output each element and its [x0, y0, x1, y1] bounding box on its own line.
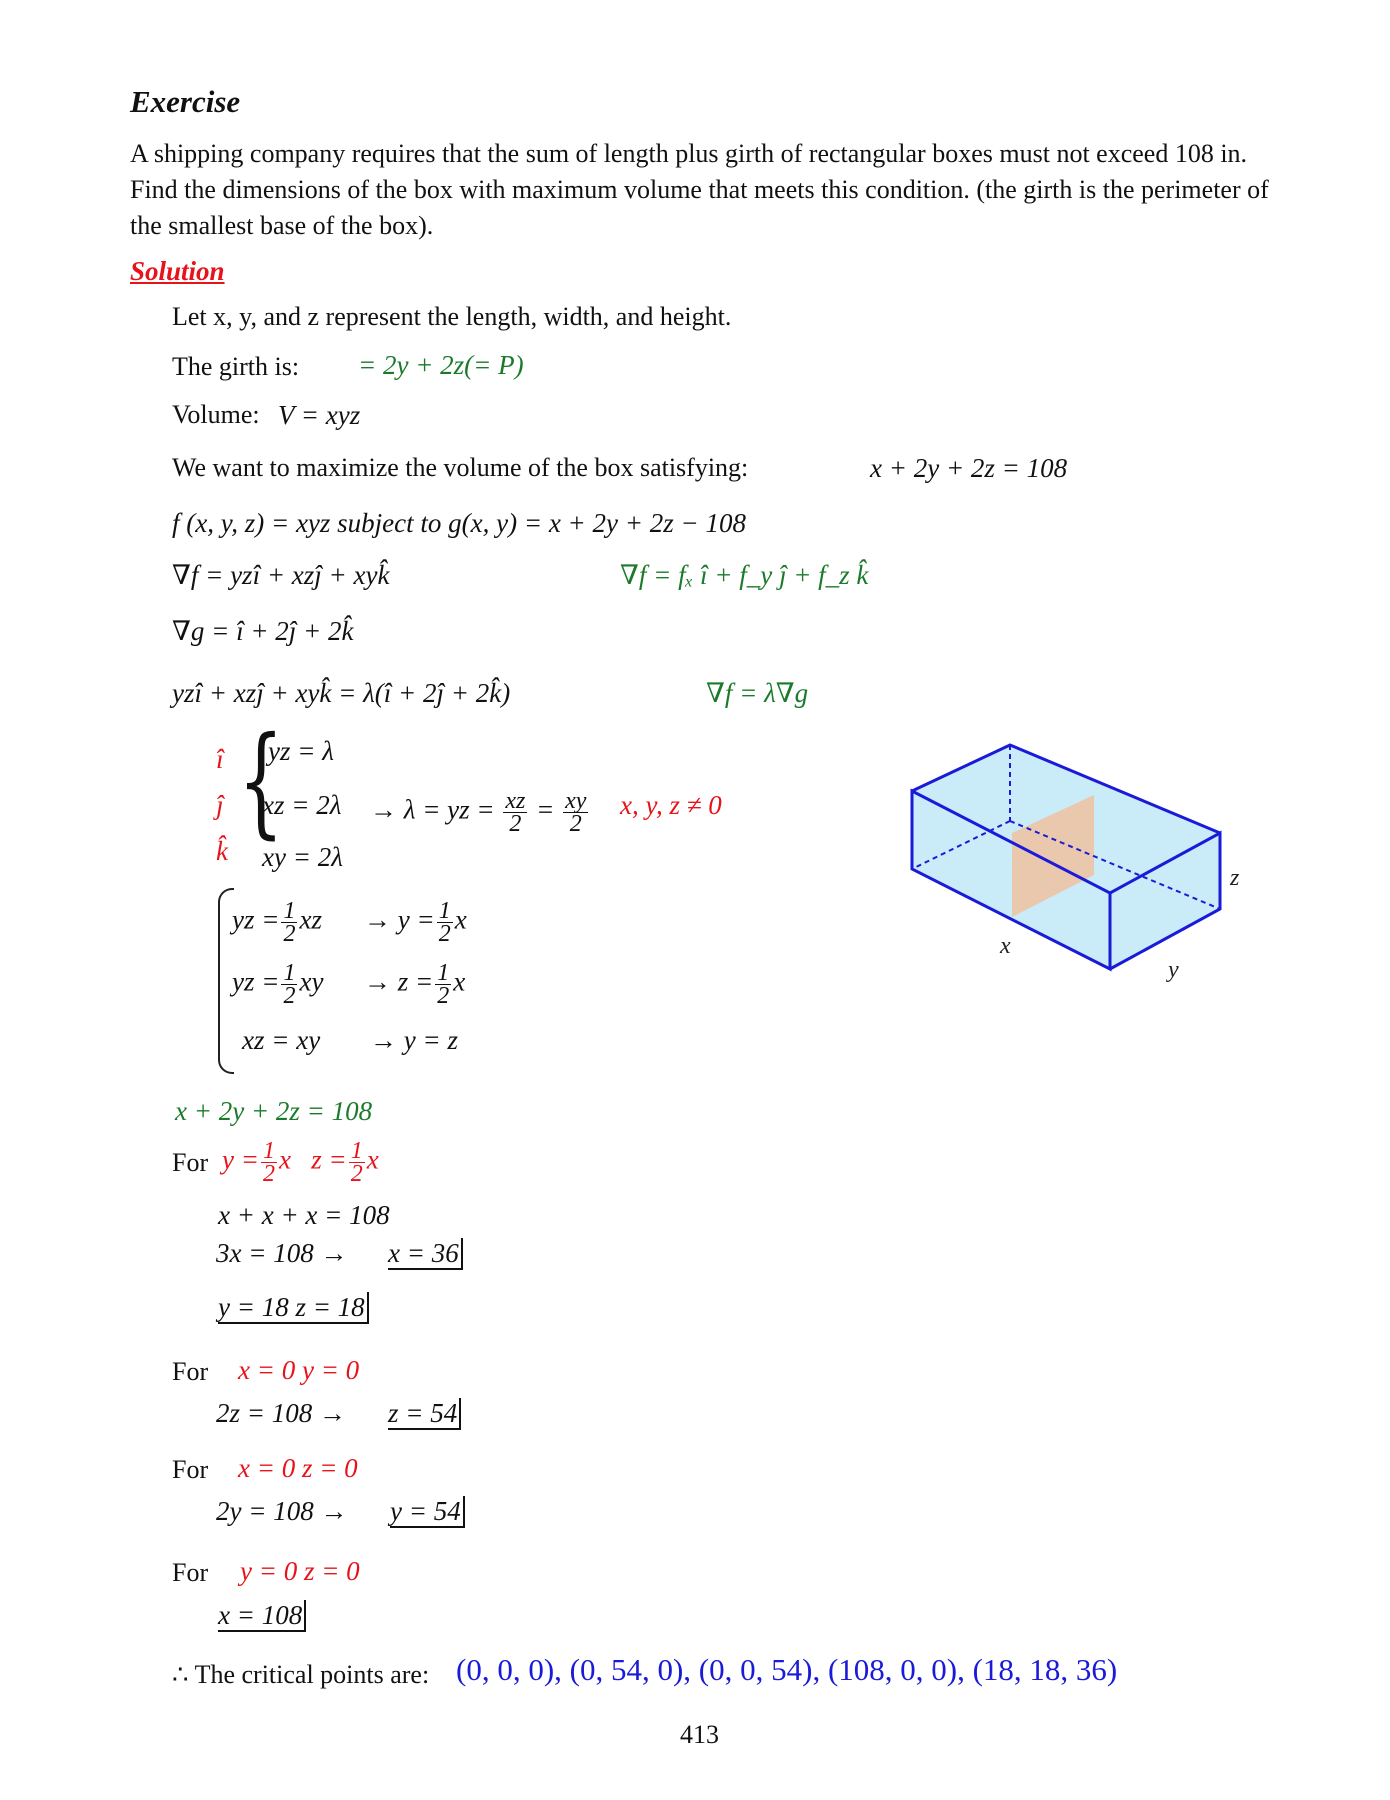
equation-j: xz = 2λ — [262, 790, 342, 820]
case2-condition: x = 0 y = 0 — [238, 1355, 360, 1385]
case1-condition: y = $\frac{1}{2}$ x z = $\frac{1}{2}$ x — [222, 1138, 379, 1187]
maximize-line: We want to maximize the volume of the box satisfying: — [172, 453, 749, 482]
volume-expression: V = xyz — [278, 400, 361, 430]
case3-condition: x = 0 z = 0 — [238, 1453, 358, 1483]
case4-result: x = 108 — [218, 1600, 306, 1631]
objective-line: f (x, y, z) = xyz subject to g(x, y) = x + 2y + 2z − 108 — [172, 508, 746, 538]
z-dimension-label: z — [1230, 865, 1240, 891]
let-line: Let x, y, and z represent the length, width, and height. — [172, 302, 732, 331]
lambda-prefix: → λ = yz = — [370, 794, 495, 825]
case4-condition: y = 0 z = 0 — [240, 1556, 360, 1586]
critical-points-label: ∴ The critical points are: — [172, 1660, 430, 1689]
k-hat-label: k̂ — [216, 836, 228, 866]
lagrange-condition: ∇f = λ∇g — [706, 678, 809, 708]
volume-label: Volume: — [172, 400, 260, 429]
case1-for: For — [172, 1148, 209, 1177]
solution-label: Solution — [130, 256, 225, 286]
gradient-f-definition: ∇f = fₓ î + f_y ĵ + f_z k̂ — [620, 560, 869, 590]
case3-line: 2y = 108 → — [216, 1496, 348, 1526]
gradient-f: ∇f = yzî + xzĵ + xyk̂ — [172, 560, 390, 590]
constraint-repeat: x + 2y + 2z = 108 — [175, 1096, 373, 1126]
system2-result-2: → z = $\frac{1}{2}$ x — [364, 960, 466, 1009]
critical-points-list: (0, 0, 0), (0, 54, 0), (0, 0, 54), (108, 0, 0), (18, 18, 36) — [456, 1652, 1118, 1687]
lambda-relation — [370, 790, 590, 835]
x-dimension-label: x — [1000, 933, 1011, 959]
equation-i: yz = λ — [268, 736, 334, 766]
exercise-heading: Exercise — [130, 84, 241, 119]
page-number: 413 — [680, 1720, 719, 1749]
case1-line2: 3x = 108 → — [216, 1238, 348, 1268]
girth-expression: = 2y + 2z(= P) — [358, 350, 524, 380]
fraction-xz-over-2: $\frac{xz}{2}$ — [505, 788, 526, 837]
fraction-xy-over-2: $\frac{xy}{2}$ — [565, 788, 587, 837]
system2-result-1: → y = $\frac{1}{2}$ x — [364, 898, 467, 947]
constraint-equation: x + 2y + 2z = 108 — [870, 453, 1068, 483]
case3-for: For — [172, 1455, 209, 1484]
box-figure — [900, 735, 1250, 995]
case4-for: For — [172, 1558, 209, 1587]
girth-label: The girth is: — [172, 352, 300, 381]
case2-line: 2z = 108 → — [216, 1398, 346, 1428]
equation-k: xy = 2λ — [262, 842, 343, 872]
nonzero-condition: x, y, z ≠ 0 — [620, 790, 722, 820]
case1-x-result: x = 36 — [388, 1238, 463, 1269]
equals-sign: = — [536, 794, 555, 825]
system2-result-3: → y = z — [370, 1025, 458, 1055]
case3-result: y = 54 — [390, 1496, 465, 1527]
case1-line1: x + x + x = 108 — [218, 1200, 390, 1230]
i-hat-label: î — [216, 744, 224, 774]
left-brace: { — [238, 712, 284, 851]
system2-row-3: xz = xy — [242, 1025, 321, 1055]
lagrange-equation: yzî + xzĵ + xyk̂ = λ(î + 2ĵ + 2k̂) — [172, 678, 511, 708]
case1-yz-result: y = 18 z = 18 — [218, 1292, 369, 1323]
j-hat-label: ĵ — [216, 790, 224, 820]
problem-statement: A shipping company requires that the sum of length plus girth of rectangular boxes must not exceed 108 in. Find the dimensions of the box with maximum volume that meets this condition. (the girth is the perimeter of the smallest base of the box). — [130, 139, 1269, 240]
y-dimension-label: y — [1168, 957, 1179, 983]
system2-row-1: yz = $\frac{1}{2}$ xz — [232, 898, 322, 947]
gradient-g: ∇g = î + 2ĵ + 2k̂ — [172, 616, 354, 646]
system2-row-2: yz = $\frac{1}{2}$ xy — [232, 960, 324, 1009]
case2-result: z = 54 — [388, 1398, 461, 1429]
case2-for: For — [172, 1357, 209, 1386]
